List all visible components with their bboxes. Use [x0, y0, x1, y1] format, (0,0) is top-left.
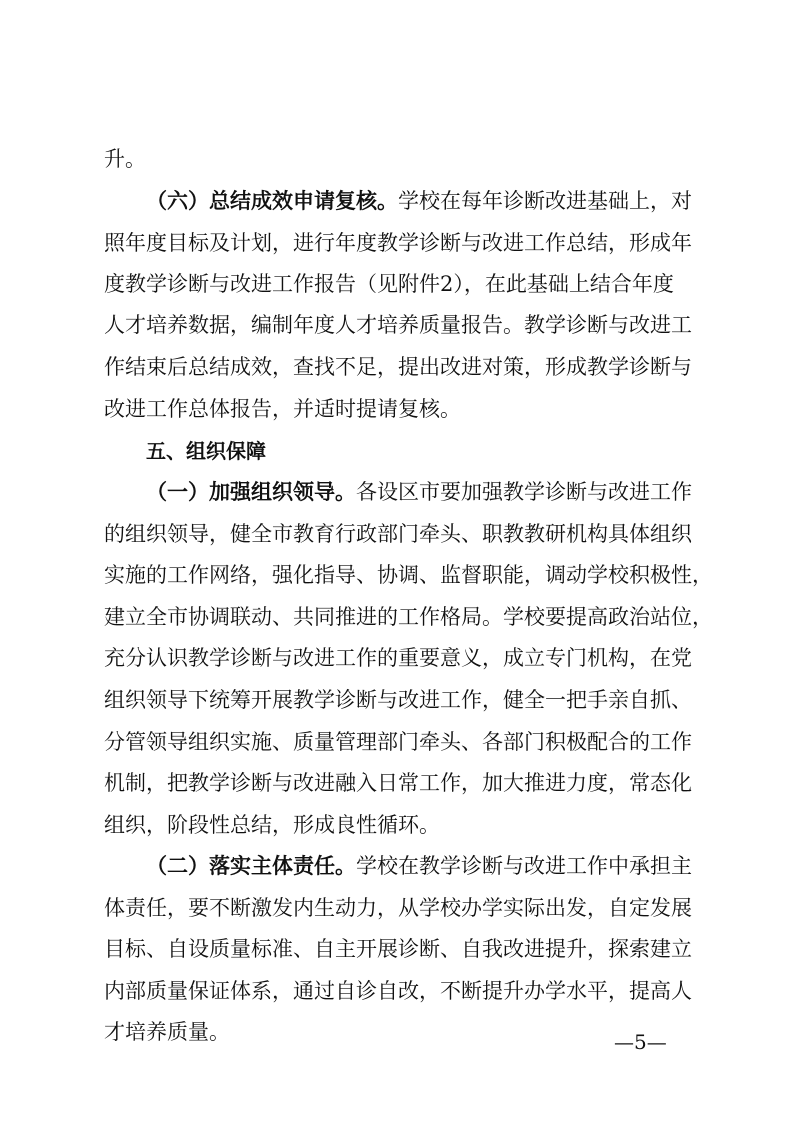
paragraph-line: 分管领导组织实施、质量管理部门牵头、各部门积极配合的工作	[104, 730, 692, 754]
paragraph-line: 体责任，要不断激发内生动力，从学校办学实际出发，自定发展	[104, 896, 692, 920]
paragraph-line: 组织领导下统筹开展教学诊断与改进工作，健全一把手亲自抓、	[104, 688, 692, 712]
paragraph-line	[146, 188, 692, 214]
paragraph-title: （六）总结成效申请复核。	[146, 189, 398, 213]
paragraph-line: 机制，把教学诊断与改进融入日常工作，加大推进力度，常态化	[104, 771, 692, 795]
paragraph-line	[146, 853, 692, 879]
paragraph-line: 充分认识教学诊断与改进工作的重要意义，成立专门机构，在党	[104, 646, 692, 670]
paragraph-line: 目标、自设质量标准、自主开展诊断、自我改进提升，探索建立	[104, 937, 692, 961]
paragraph-text: 学校在教学诊断与改进工作中承担主	[356, 854, 692, 878]
paragraph-line: 的组织领导，健全市教育行政部门牵头、职教教研机构具体组织	[104, 522, 692, 546]
section-heading: 五、组织保障	[146, 439, 266, 463]
paragraph-line: 内部质量保证体系，通过自诊自改，不断提升办学水平，提高人	[104, 979, 692, 1003]
paragraph-line: 实施的工作网络，强化指导、协调、监督职能，调动学校积极性，	[104, 563, 713, 587]
paragraph-line: 度教学诊断与改进工作报告（见附件2），在此基础上结合年度	[104, 272, 674, 296]
paragraph-line: 作结束后总结成效，查找不足，提出改进对策，形成教学诊断与	[104, 355, 692, 379]
paragraph-title: （二）落实主体责任。	[146, 854, 356, 878]
paragraph-line: 升。	[104, 147, 146, 171]
paragraph-line: 才培养质量。	[104, 1020, 230, 1044]
paragraph-title: （一）加强组织领导。	[146, 480, 356, 504]
paragraph-line: 建立全市协调联动、共同推进的工作格局。学校要提高政治站位，	[104, 605, 713, 629]
paragraph-text: 学校在每年诊断改进基础上，对	[398, 189, 692, 213]
paragraph-line: 组织，阶段性总结，形成良性循环。	[104, 813, 440, 837]
paragraph-line: 照年度目标及计划，进行年度教学诊断与改进工作总结，形成年	[104, 231, 692, 255]
paragraph-line	[146, 479, 692, 505]
paragraph-line: 人才培养数据，编制年度人才培养质量报告。教学诊断与改进工	[104, 313, 692, 337]
paragraph-line: 改进工作总体报告，并适时提请复核。	[104, 397, 461, 421]
paragraph-text: 各设区市要加强教学诊断与改进工作	[356, 480, 692, 504]
page-number: —5—	[614, 1030, 667, 1054]
